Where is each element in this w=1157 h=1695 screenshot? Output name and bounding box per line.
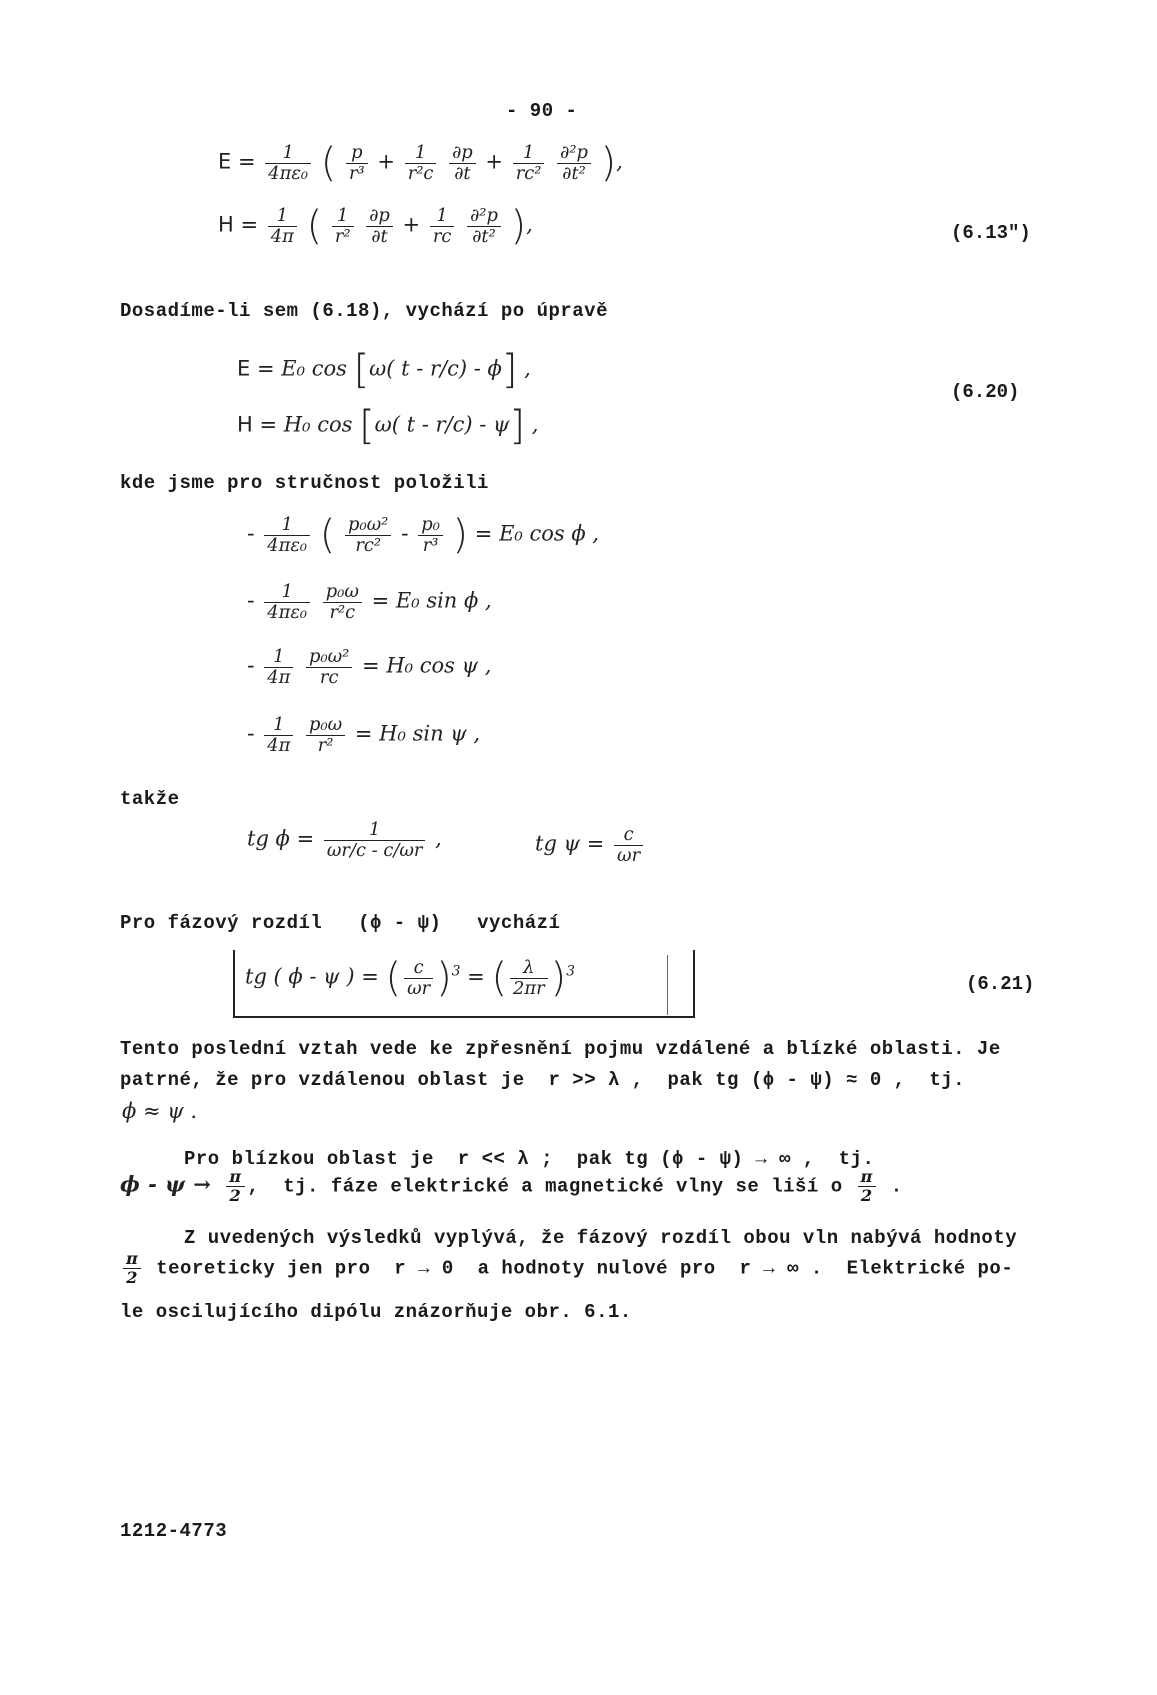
paragraph-3-line-3: le oscilujícího dipólu znázorňuje obr. 6.1. [120, 1301, 632, 1323]
equation-number-6-13: (6.13") [951, 222, 1031, 244]
text-phase-diff: Pro fázový rozdíl (ϕ - ψ) vychází [120, 912, 561, 934]
box-divider [667, 955, 668, 1015]
equation-tg-phi: tg ϕ = $\frac{1}{\omega r/c - c/\omega r}$ , [247, 819, 442, 861]
equation-number-6-21: (6.21) [966, 973, 1035, 995]
footer-code: 1212-4773 [120, 1520, 228, 1542]
equation-6-13-H: H = $\frac{1}{4\pi}$ ( $\frac{1}{\text{r²}}$ $\frac{\partial p}{\partial t}$ + $\frac{1}{rc}$ $\frac{\text{∂²p}}{\text{∂t²}}$ ), [218, 203, 533, 249]
equation-6-20-E: E = E₀ cos [ω( t - r/c) - ϕ] , [237, 347, 531, 393]
paragraph-2-line-1: Pro blízkou oblast je r << λ ; pak tg (ϕ - ψ) → ∞ , tj. [184, 1148, 875, 1170]
text-takze: takže [120, 788, 180, 810]
paragraph-1-line-3: ϕ ≈ ψ . [122, 1099, 198, 1123]
definition-1: - $\frac{1}{\text{4πε₀}}$ ( $\frac{\text{p₀ω²}}{\text{rc²}}$ - $\frac{\text{p₀}}{\text{r³}}$ ) = E₀ cos ϕ , [247, 512, 600, 558]
paragraph-1-line-2: patrné, že pro vzdálenou oblast je r >> λ , pak tg (ϕ - ψ) ≈ 0 , tj. [120, 1069, 966, 1091]
text-after-6-20: kde jsme pro stručnost položili [120, 472, 489, 494]
definition-2: - $\frac{1}{\text{4πε₀}}$ $\frac{\text{p₀ω}}{\text{r²c}}$ = E₀ sin ϕ , [247, 581, 492, 623]
equation-6-21: tg ( ϕ - ψ ) = ( $\frac{c}{\omega r}$ )$^3$ = ( $\frac{\lambda}{2\pi r}$ )$^3$ [245, 955, 575, 1001]
paragraph-1-line-1: Tento poslední vztah vede ke zpřesnění pojmu vzdálené a blízké oblasti. Je [120, 1038, 1001, 1060]
paragraph-3-line-1: Z uvedených výsledků vyplývá, že fázový rozdíl obou vln nabývá hodnoty [184, 1227, 1018, 1249]
equation-tg-psi: tg ψ = $\frac{c}{\omega r}$ [535, 825, 646, 865]
definition-4: - $\frac{1}{4\pi}$ $\frac{\text{p₀ω}}{\text{r²}}$ = H₀ sin ψ , [247, 714, 481, 756]
paragraph-3-line-2: $\frac{\pi}{2}$ teoreticky jen pro r → 0 a hodnoty nulové pro r → ∞ . Elektrické po- [120, 1250, 1013, 1287]
equation-6-20-H: H = H₀ cos [ω( t - r/c) - ψ] , [237, 403, 539, 449]
equation-6-13-E: E = $\frac{1}{\text{4πε₀}}$ ( $\frac{p}{\text{r³}}$ + $\frac{1}{\text{r²c}}$ $\frac{\partial p}{\partial t}$ + $\frac{1}{\text{rc²}}$ $\frac{\text{∂²p}}{\text{∂t²}}$ ), [218, 140, 623, 186]
page-number: - 90 - [506, 100, 578, 122]
paragraph-2-line-2: ϕ - ψ → $\frac{\pi}{2}$ , tj. fáze elektrické a magnetické vlny se liší o $\frac{\pi}{2}$ . [120, 1167, 903, 1205]
definition-3: - $\frac{1}{4\pi}$ $\frac{\text{p₀ω²}}{rc}$ = H₀ cos ψ , [247, 646, 492, 688]
text-after-6-13: Dosadíme-li sem (6.18), vychází po úpravě [120, 300, 608, 322]
equation-number-6-20: (6.20) [951, 381, 1020, 403]
